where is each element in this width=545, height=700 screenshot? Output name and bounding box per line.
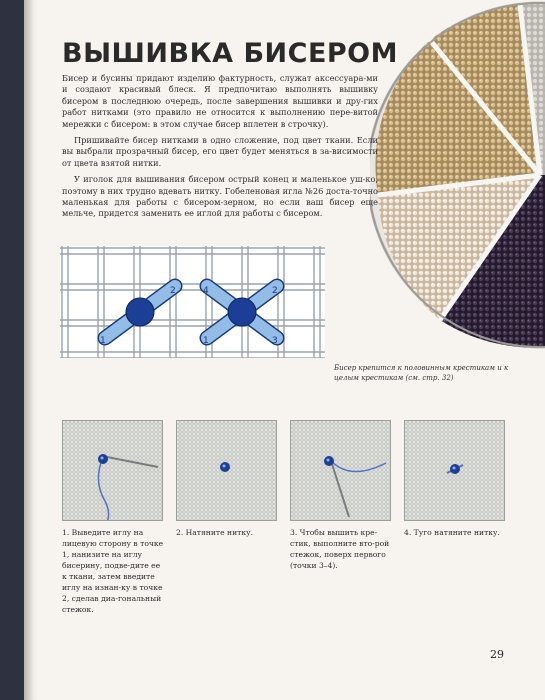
bead-left bbox=[126, 298, 154, 326]
step-3-text: 3. Чтобы вышить кре-стик, выполните вто-рой стежок, поверх первого (точки 3–4). bbox=[290, 528, 390, 570]
intro-text bbox=[62, 73, 378, 225]
diagram-caption: Бисер крепится к половинным крестикам и к целым крестикам (см. стр. 32) bbox=[334, 364, 509, 382]
step-4-text: 4. Туго натяните нитку. bbox=[404, 528, 500, 537]
step-2-text: 2. Натяните нитку. bbox=[176, 528, 253, 537]
intro-paragraph-2: Пришивайте бисер нитками в одно сложение, под цвет ткани. Если вы выбрали прозрачный бисер, его цвет будет меняться в за-висимости от цвета взятой нитки. bbox=[62, 135, 378, 168]
step-1-text: 1. Выведите иглу на лицевую сторону в точке 1, нанизите на иглу бисерину, подве-дите ее к ткани, затем введите иглу на изнан-ку в точке 2, сделав диа-гональный стежок. bbox=[62, 528, 164, 614]
bead-right bbox=[228, 298, 256, 326]
bead-stitch-diagram bbox=[60, 246, 325, 358]
step-3-photo bbox=[290, 420, 391, 521]
diagram-label-right-1: 1 bbox=[203, 336, 209, 346]
diagram-label-left-1: 1 bbox=[100, 336, 106, 346]
page-number: 29 bbox=[490, 648, 504, 661]
diagram-label-right-3: 3 bbox=[272, 336, 278, 346]
intro-paragraph-3: У иголок для вышивания бисером острый конец и маленькое уш-ко, поэтому в них трудно вдевать нитку. Гобеленовая игла №26 доста-точно маленькая для работы с бисером-зерном, но если ваш бисер еще мельче, придется заменить ее иглой для работы с бисером. bbox=[62, 174, 378, 219]
step-4-photo bbox=[404, 420, 505, 521]
diagram-label-left-2: 2 bbox=[170, 286, 176, 296]
page-gutter bbox=[24, 0, 38, 700]
step-2-photo bbox=[176, 420, 277, 521]
diagram-label-right-4: 4 bbox=[203, 286, 209, 296]
book-page bbox=[24, 0, 545, 700]
intro-paragraph-1: Бисер и бусины придают изделию фактурность, служат аксессуара-ми и создают красивый блеск. Я предпочитаю выполнять вышивку бисером в последнюю очередь, после завершения вышивки и дру-гих работ нитками (это правило не относится к выполнению пере-витой мережки с бисером: в этом случае бисер вплетен в строчку). bbox=[62, 73, 378, 129]
page-title: ВЫШИВКА БИСЕРОМ bbox=[62, 38, 398, 69]
diagram-label-right-2: 2 bbox=[272, 286, 278, 296]
step-1-photo bbox=[62, 420, 163, 521]
